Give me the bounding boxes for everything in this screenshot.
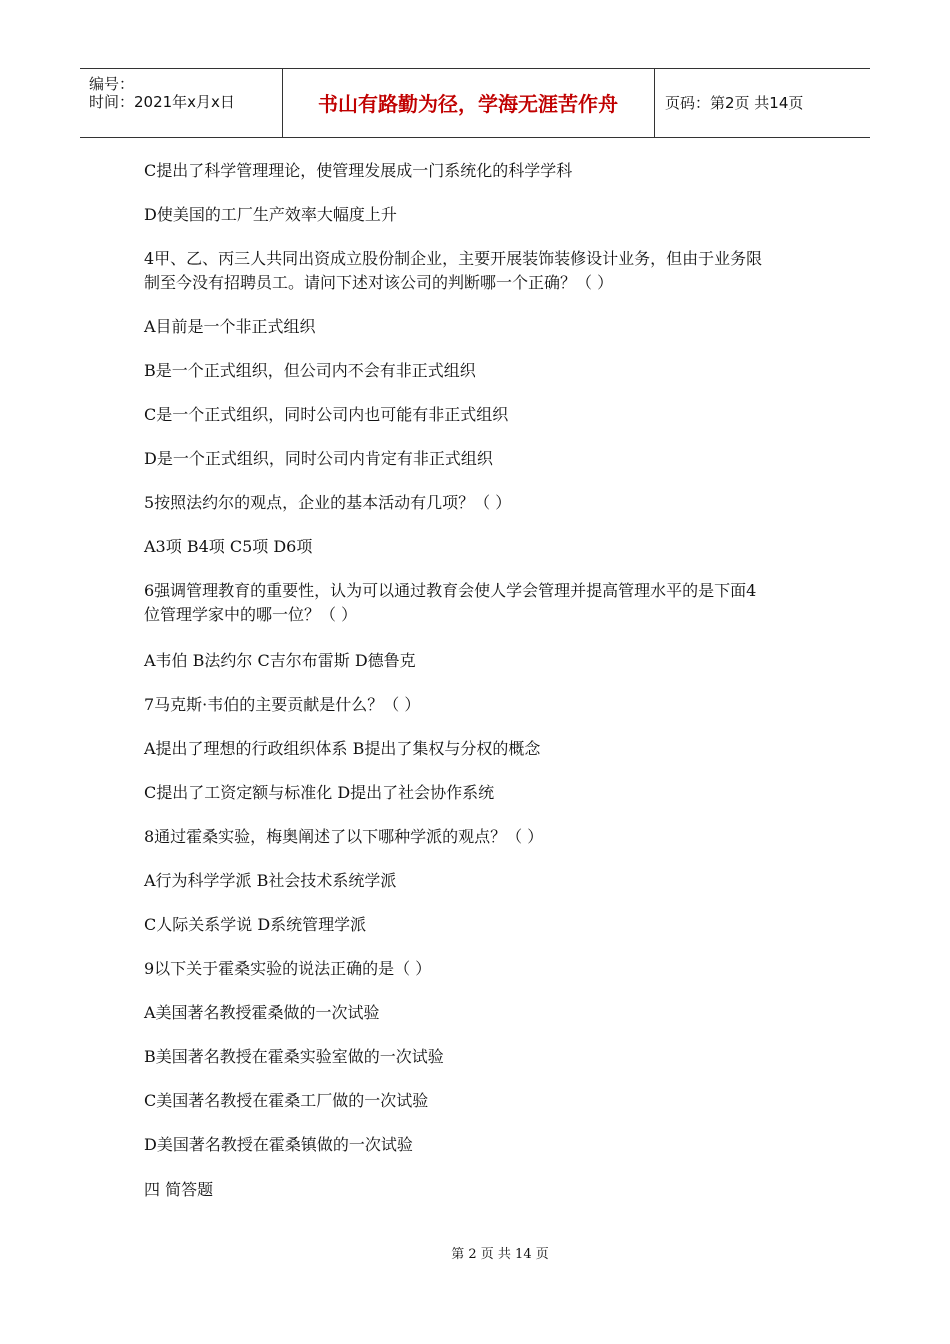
document-time-label: 时间：2021年x月x日 — [89, 93, 235, 111]
page-header — [80, 68, 870, 138]
header-info-cell — [80, 69, 283, 137]
option-line: C美国著名教授在霍桑工厂做的一次试验 — [144, 1091, 429, 1110]
option-line: D使美国的工厂生产效率大幅度上升 — [144, 205, 397, 224]
question-line: 5按照法约尔的观点，企业的基本活动有几项？（ ） — [144, 493, 512, 512]
option-line: A行为科学学派 B社会技术系统学派 — [144, 871, 397, 890]
option-line: B是一个正式组织，但公司内不会有非正式组织 — [144, 361, 476, 380]
option-line: C提出了工资定额与标准化 D提出了社会协作系统 — [144, 783, 495, 802]
option-line: A目前是一个非正式组织 — [144, 317, 316, 336]
question-line: 8通过霍桑实验，梅奥阐述了以下哪种学派的观点？（ ） — [144, 827, 544, 846]
section-heading: 四 简答题 — [144, 1180, 214, 1199]
option-line: D美国著名教授在霍桑镇做的一次试验 — [144, 1135, 413, 1154]
option-line: A韦伯 B法约尔 C吉尔布雷斯 D德鲁克 — [144, 651, 416, 670]
question-line: 9以下关于霍桑实验的说法正确的是（ ） — [144, 959, 432, 978]
option-line: D是一个正式组织，同时公司内肯定有非正式组织 — [144, 449, 493, 468]
option-line: A美国著名教授霍桑做的一次试验 — [144, 1003, 380, 1022]
header-motto-cell — [282, 69, 655, 137]
page-footer: 第 2 页 共 14 页 — [451, 1247, 549, 1262]
question-line: 4甲、乙、丙三人共同出资成立股份制企业，主要开展装饰装修设计业务，但由于业务限 — [144, 249, 763, 268]
option-line: A3项 B4项 C5项 D6项 — [144, 537, 313, 556]
option-line: C提出了科学管理理论，使管理发展成一门系统化的科学学科 — [144, 161, 573, 180]
header-page-cell — [654, 69, 870, 137]
option-line: C是一个正式组织，同时公司内也可能有非正式组织 — [144, 405, 509, 424]
document-id-label: 编号： — [89, 75, 135, 93]
option-line: C人际关系学说 D系统管理学派 — [144, 915, 367, 934]
question-line: 制至今没有招聘员工。请问下述对该公司的判断哪一个正确？（ ） — [144, 273, 614, 292]
header-motto: 书山有路勤为径，学海无涯苦作舟 — [318, 92, 618, 116]
option-line: B美国著名教授在霍桑实验室做的一次试验 — [144, 1047, 444, 1066]
option-line: A提出了理想的行政组织体系 B提出了集权与分权的概念 — [144, 739, 541, 758]
header-page-code: 页码：第2页 共14页 — [665, 94, 804, 112]
question-line: 6强调管理教育的重要性，认为可以通过教育会使人学会管理并提高管理水平的是下面4 — [144, 581, 757, 600]
question-line: 7马克斯·韦伯的主要贡献是什么？（ ） — [144, 695, 421, 714]
question-line: 位管理学家中的哪一位？（ ） — [144, 605, 358, 624]
